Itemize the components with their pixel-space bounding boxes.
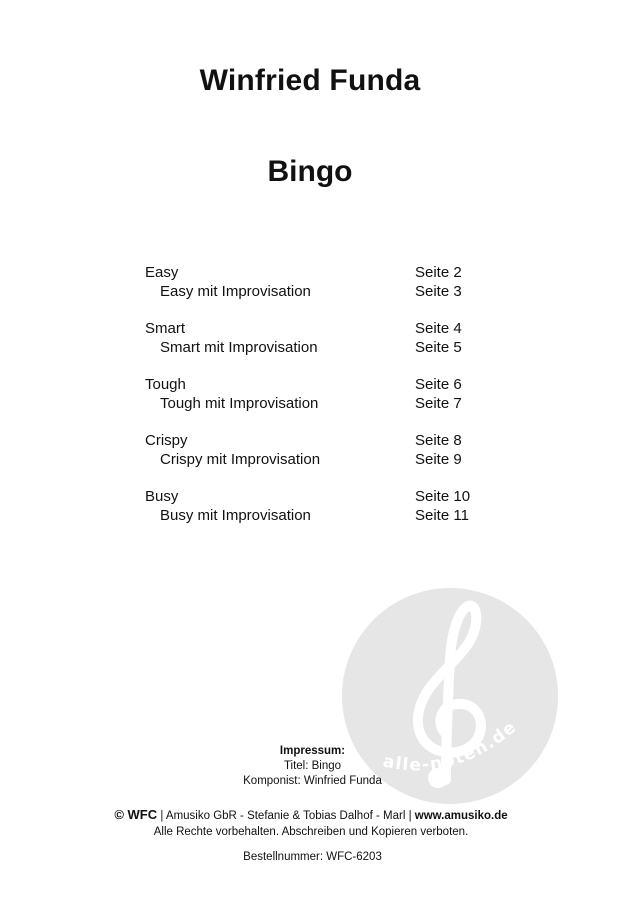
toc-label: Easy — [145, 264, 179, 281]
toc-group-tough — [145, 376, 485, 413]
toc-label: Tough — [145, 376, 186, 393]
toc-subentry — [145, 451, 485, 470]
toc-page: Seite 4 — [415, 320, 462, 337]
rights-notice: Alle Rechte vorbehalten. Abschreiben und Kopieren verboten. — [153, 826, 469, 838]
toc-subentry — [145, 339, 485, 358]
toc-label: Easy mit Improvisation — [160, 282, 311, 300]
toc-page: Seite 2 — [415, 264, 462, 281]
toc-label: Smart mit Improvisation — [160, 338, 318, 356]
toc-label: Crispy — [145, 432, 188, 449]
impressum-title: Titel: Bingo — [283, 760, 342, 772]
toc-subentry — [145, 283, 485, 302]
copyright-mark: © WFC — [114, 807, 158, 822]
publisher-line — [0, 807, 622, 824]
toc-page: Seite 7 — [415, 394, 462, 412]
separator: | — [160, 810, 166, 822]
toc-subentry — [145, 507, 485, 526]
toc-entry — [145, 320, 485, 339]
toc-label: Busy mit Improvisation — [160, 506, 311, 524]
toc-page: Seite 8 — [415, 432, 462, 449]
toc-group-smart — [145, 320, 485, 357]
impressum-block — [0, 744, 625, 789]
toc-entry — [145, 264, 485, 283]
toc-subentry — [145, 395, 485, 414]
impressum-heading: Impressum: — [279, 745, 346, 757]
toc-page: Seite 6 — [415, 376, 462, 393]
toc-label: Busy — [145, 488, 179, 505]
impressum-composer: Komponist: Winfried Funda — [243, 775, 382, 787]
order-number: Bestellnummer: WFC-6203 — [243, 851, 382, 863]
watermark-text: alle-noten.de — [381, 716, 521, 776]
toc-entry — [145, 376, 485, 395]
composer-name: Winfried Funda — [199, 64, 421, 97]
piece-title: Bingo — [267, 155, 353, 188]
toc-label: Crispy mit Improvisation — [160, 450, 321, 468]
toc-page: Seite 5 — [415, 338, 462, 356]
toc-group-busy — [145, 488, 485, 525]
separator: | — [408, 810, 415, 822]
toc-page: Seite 11 — [415, 506, 469, 524]
toc-page: Seite 9 — [415, 450, 462, 468]
table-of-contents — [145, 264, 485, 544]
website-link[interactable]: www.amusiko.de — [414, 810, 508, 822]
toc-entry — [145, 432, 485, 451]
toc-group-easy — [145, 264, 485, 301]
toc-entry — [145, 488, 485, 507]
toc-page: Seite 10 — [415, 488, 471, 505]
footer — [0, 807, 622, 840]
toc-group-crispy — [145, 432, 485, 469]
toc-page: Seite 3 — [415, 282, 462, 300]
publisher-name: Amusiko GbR - Stefanie & Tobias Dalhof - Marl — [165, 810, 406, 822]
toc-label: Smart — [145, 320, 186, 337]
toc-label: Tough mit Improvisation — [160, 394, 319, 412]
